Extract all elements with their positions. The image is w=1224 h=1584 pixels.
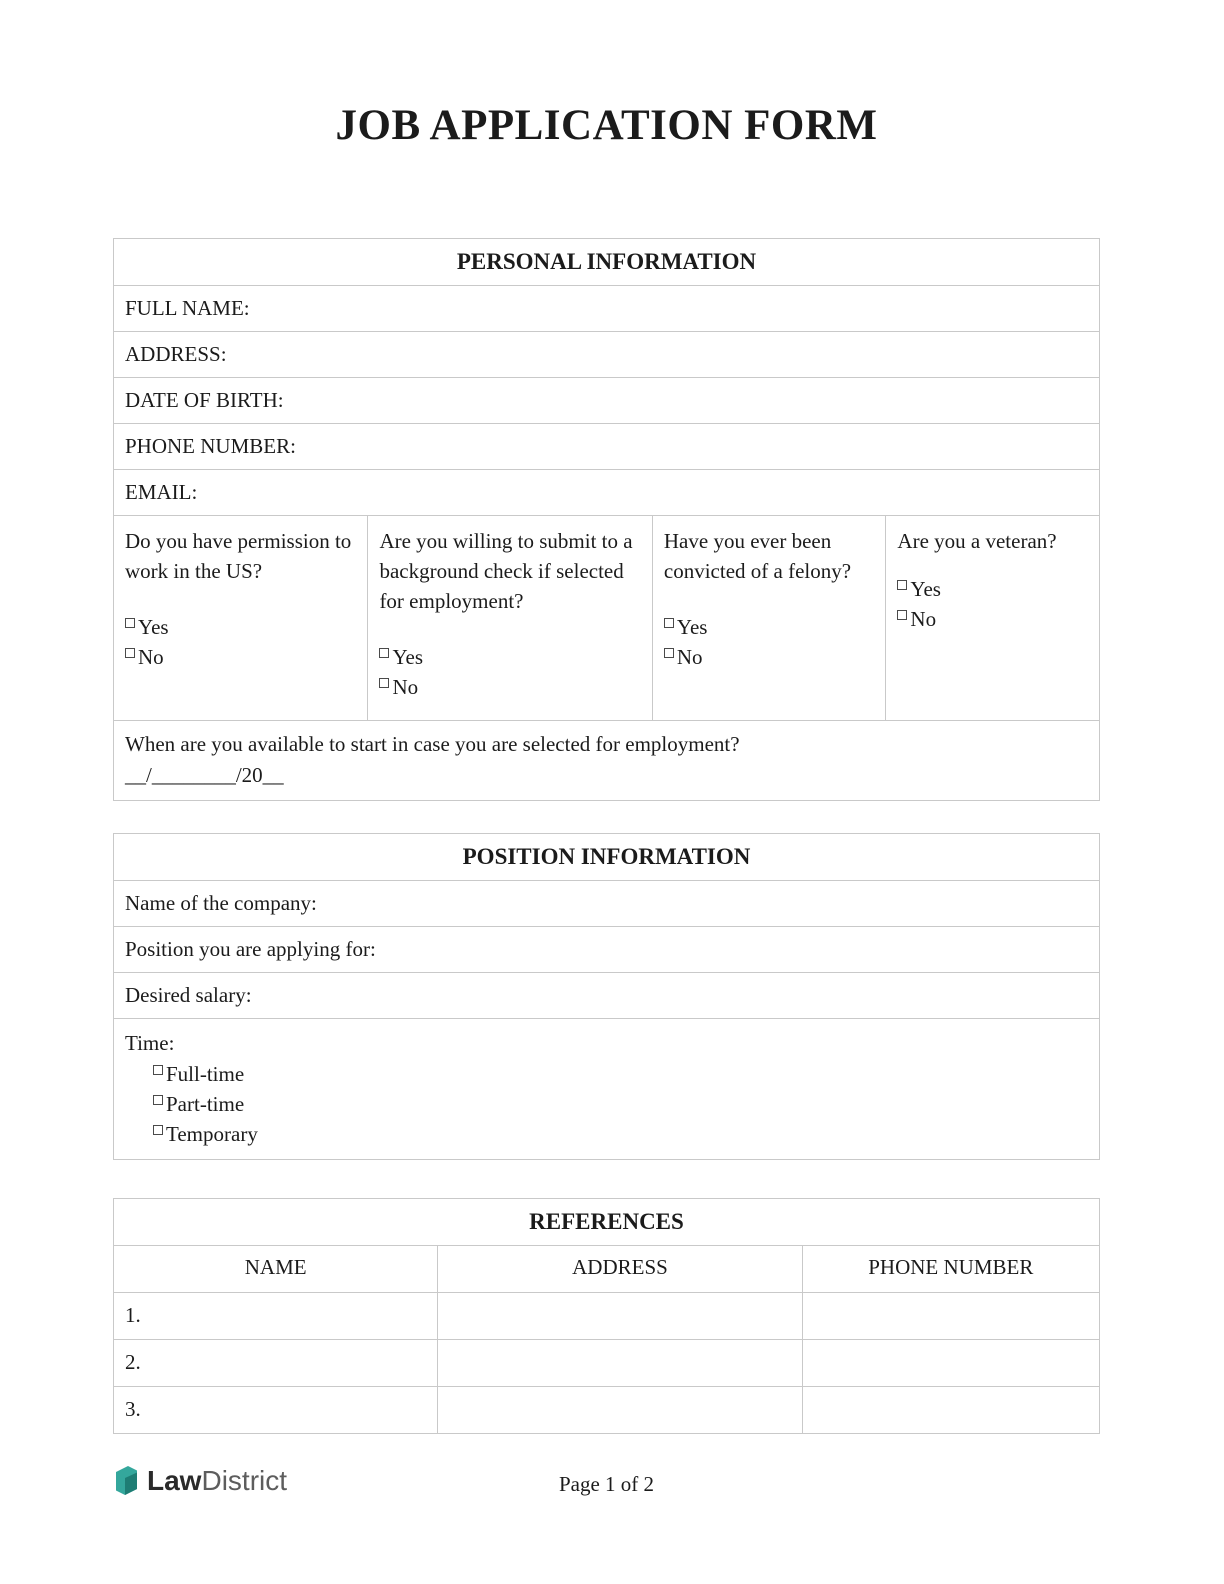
reference-phone-cell	[802, 1340, 1099, 1386]
checkbox-icon[interactable]	[897, 580, 907, 590]
checkbox-option-no[interactable]	[125, 642, 356, 672]
checkbox-icon[interactable]	[153, 1095, 163, 1105]
desired-salary-label: Desired salary:	[125, 982, 252, 1007]
checkbox-option-yes[interactable]	[897, 574, 1088, 604]
checkbox-icon[interactable]	[897, 610, 907, 620]
page-title: JOB APPLICATION FORM	[335, 102, 878, 149]
lawdistrict-logo-icon	[113, 1465, 140, 1496]
field-row-address	[114, 331, 1099, 377]
references-header: REFERENCES	[529, 1208, 684, 1234]
question-text: Are you willing to submit to a background check if selected for employment?	[379, 528, 633, 613]
question-text: Do you have permission to work in the US?	[125, 528, 352, 583]
availability-row	[114, 720, 1099, 800]
checkbox-icon[interactable]	[379, 678, 389, 688]
full-name-label: FULL NAME:	[125, 295, 250, 320]
checkbox-label: No	[392, 674, 419, 699]
time-row	[114, 1018, 1099, 1159]
position-information-table	[113, 833, 1100, 1160]
position-applying-label: Position you are applying for:	[125, 936, 376, 961]
checkbox-group	[125, 612, 356, 672]
checkbox-label: Yes	[392, 644, 423, 669]
lawdistrict-logo	[113, 1464, 287, 1498]
column-header-address: ADDRESS	[437, 1246, 801, 1292]
position-information-header: POSITION INFORMATION	[462, 843, 751, 869]
checkbox-label: Full-time	[166, 1061, 245, 1086]
checkbox-option-yes[interactable]	[664, 612, 875, 642]
column-header-name: NAME	[244, 1254, 307, 1279]
checkbox-icon[interactable]	[125, 648, 135, 658]
question-background-check-cell	[367, 516, 651, 720]
brand-district: District	[201, 1464, 288, 1496]
checkbox-icon[interactable]	[153, 1125, 163, 1135]
reference-number-cell: 1.	[125, 1302, 141, 1327]
company-name-label: Name of the company:	[125, 890, 317, 915]
reference-row-3	[114, 1386, 1099, 1433]
references-table	[113, 1198, 1100, 1434]
field-row-desired-salary	[114, 972, 1099, 1018]
checkbox-label: Yes	[676, 614, 708, 639]
reference-number-cell: 3.	[125, 1396, 141, 1421]
reference-address-cell	[437, 1387, 801, 1433]
question-veteran-cell	[885, 516, 1099, 720]
personal-information-header: PERSONAL INFORMATION	[456, 248, 757, 274]
checkbox-group	[897, 574, 1088, 634]
field-row-full-name	[114, 285, 1099, 331]
checkbox-option-no[interactable]	[897, 604, 1088, 634]
availability-question: When are you available to start in case you are selected for employment?	[125, 731, 740, 756]
reference-phone-cell	[802, 1387, 1099, 1433]
checkbox-label: No	[910, 606, 937, 631]
checkbox-option-yes[interactable]	[125, 612, 356, 642]
question-felony-cell	[652, 516, 886, 720]
checkbox-label: Yes	[910, 576, 941, 601]
checkbox-option-part-time[interactable]	[125, 1089, 1088, 1119]
references-column-headers	[114, 1245, 1099, 1292]
page-content	[113, 0, 1100, 1506]
field-row-phone-number	[114, 423, 1099, 469]
address-label: ADDRESS:	[125, 341, 227, 366]
page-indicator: Page 1 of 2	[558, 1471, 655, 1496]
checkbox-group	[664, 612, 875, 672]
field-row-position-applying	[114, 926, 1099, 972]
personal-information-table	[113, 238, 1100, 801]
checkbox-option-yes[interactable]	[379, 642, 640, 672]
reference-phone-cell	[802, 1293, 1099, 1339]
field-row-email	[114, 469, 1099, 515]
checkbox-label: Temporary	[166, 1121, 258, 1146]
checkbox-icon[interactable]	[379, 648, 389, 658]
reference-address-cell	[437, 1340, 801, 1386]
brand-text	[147, 1464, 287, 1498]
checkbox-option-no[interactable]	[664, 642, 875, 672]
checkbox-option-no[interactable]	[379, 672, 640, 702]
reference-address-cell	[437, 1293, 801, 1339]
field-row-date-of-birth	[114, 377, 1099, 423]
checkbox-option-temporary[interactable]	[125, 1119, 1088, 1149]
checkbox-label: Part-time	[166, 1091, 245, 1116]
reference-row-2	[114, 1339, 1099, 1386]
question-work-permission-cell	[114, 516, 367, 720]
column-header-phone-number: PHONE NUMBER	[802, 1246, 1099, 1292]
brand-law: Law	[147, 1464, 202, 1496]
email-label: EMAIL:	[125, 479, 198, 504]
reference-row-1	[114, 1292, 1099, 1339]
question-text: Are you a veteran?	[897, 528, 1057, 553]
checkbox-icon[interactable]	[664, 648, 674, 658]
question-text: Have you ever been convicted of a felony?	[663, 528, 852, 583]
phone-number-label: PHONE NUMBER:	[125, 433, 296, 458]
questions-row	[114, 515, 1099, 720]
checkbox-label: No	[138, 644, 164, 669]
availability-answer-line: __/________/20__	[125, 762, 284, 787]
checkbox-group	[379, 642, 640, 702]
reference-number-cell: 2.	[125, 1349, 141, 1374]
checkbox-label: Yes	[138, 614, 169, 639]
field-row-company-name	[114, 880, 1099, 926]
checkbox-icon[interactable]	[125, 618, 135, 628]
date-of-birth-label: DATE OF BIRTH:	[125, 387, 284, 412]
checkbox-label: No	[676, 644, 703, 669]
checkbox-option-full-time[interactable]	[125, 1059, 1088, 1089]
page-footer	[113, 1464, 1100, 1506]
checkbox-icon[interactable]	[153, 1065, 163, 1075]
time-label: Time:	[125, 1030, 175, 1055]
checkbox-icon[interactable]	[664, 618, 674, 628]
